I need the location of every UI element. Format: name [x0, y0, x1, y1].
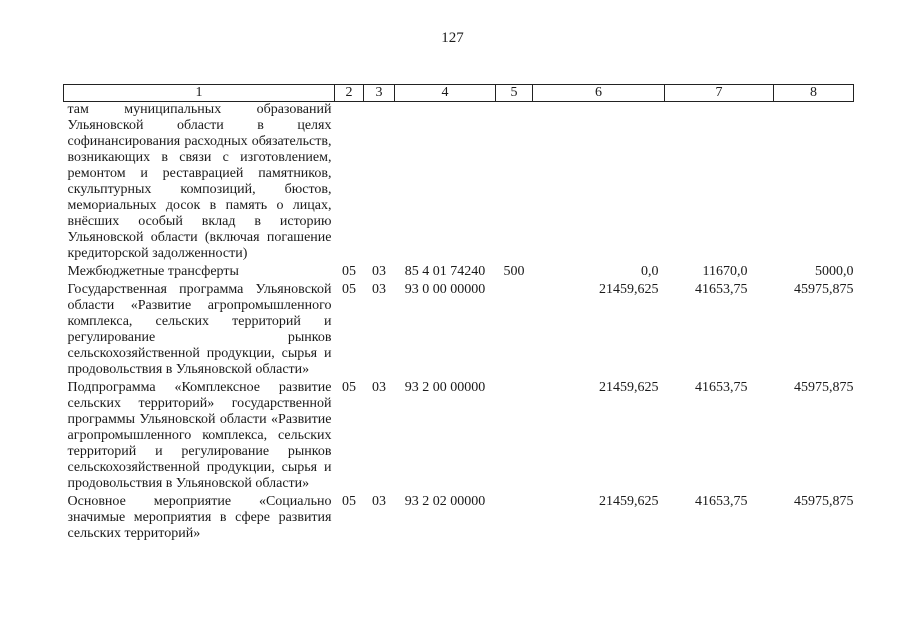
row-amount-year1	[533, 102, 665, 265]
row-section: 05	[342, 494, 356, 509]
header-cell: 8	[774, 85, 854, 102]
row-subsection: 03	[372, 380, 386, 395]
row-target-article: 93 2 00 00000	[404, 380, 486, 395]
row-section: 05	[342, 380, 356, 395]
table-row	[64, 380, 854, 494]
row-amount-year3: 5000,0	[815, 264, 854, 279]
row-name: Межбюджетные трансферты	[67, 264, 239, 279]
table-row	[64, 282, 854, 380]
budget-table	[63, 84, 854, 544]
row-subsection: 03	[372, 282, 386, 297]
row-section: 05	[342, 264, 356, 279]
page-number: 127	[441, 30, 464, 46]
header-cell: 3	[364, 85, 395, 102]
row-amount-year2: 41653,75	[695, 494, 748, 509]
header-cell: 2	[335, 85, 364, 102]
row-amount-year1: 21459,625	[599, 380, 659, 395]
row-section	[335, 102, 364, 265]
row-expense-type	[496, 380, 533, 494]
row-amount-year2: 41653,75	[695, 282, 748, 297]
row-target-article: 93 2 02 00000	[404, 494, 486, 509]
row-expense-type	[496, 102, 533, 265]
row-target-article: 85 4 01 74240	[404, 264, 486, 279]
header-cell: 5	[496, 85, 533, 102]
row-subsection: 03	[372, 494, 386, 509]
row-amount-year2	[665, 102, 774, 265]
table-row	[64, 264, 854, 282]
header-cell: 1	[64, 85, 335, 102]
row-expense-type: 500	[503, 264, 525, 279]
row-target-article	[395, 102, 496, 265]
row-amount-year3: 45975,875	[794, 282, 854, 297]
row-amount-year3: 45975,875	[794, 494, 854, 509]
table-row	[64, 102, 854, 265]
row-expense-type	[496, 494, 533, 544]
row-name: там муниципальных образований Ульяновской области в целях софинансирования расходных обязательств, возникающих в связи с изготовлением, ремонтом и реставрацией памятников, скульптурных композиций, бюстов, мемориальных досок в память о лицах, внёсших особый вклад в историю Ульяновской области (включая погашение кредиторской задолженности)	[67, 102, 332, 261]
table-row	[64, 494, 854, 544]
header-cell: 7	[665, 85, 774, 102]
row-name: Государственная программа Ульяновской области «Развитие агропромышленного комплекса, сельских территорий и регулирование рынков сельскохозяйственной продукции, сырья и продовольствия в Ульяновской области»	[67, 282, 332, 377]
header-cell: 6	[533, 85, 665, 102]
row-amount-year1: 21459,625	[599, 494, 659, 509]
row-subsection	[364, 102, 395, 265]
row-target-article: 93 0 00 00000	[404, 282, 486, 297]
header-cell: 4	[395, 85, 496, 102]
row-expense-type	[496, 282, 533, 380]
header-row	[64, 85, 854, 102]
row-section: 05	[342, 282, 356, 297]
row-amount-year1: 21459,625	[599, 282, 659, 297]
row-amount-year2: 11670,0	[702, 264, 748, 279]
row-amount-year3: 45975,875	[794, 380, 854, 395]
row-amount-year2: 41653,75	[695, 380, 748, 395]
row-amount-year1: 0,0	[641, 264, 659, 279]
row-amount-year3	[774, 102, 854, 265]
row-name: Подпрограмма «Комплексное развитие сельских территорий» государственной программы Ульяновской области «Развитие агропромышленного комплекса, сельских территорий и регулирование рынков сельскохозяйственной продукции, сырья и продовольствия в Ульяновской области»	[67, 380, 332, 491]
row-subsection: 03	[372, 264, 386, 279]
row-name: Основное мероприятие «Социально значимые мероприятия в сфере развития сельских территорий»	[67, 494, 332, 541]
